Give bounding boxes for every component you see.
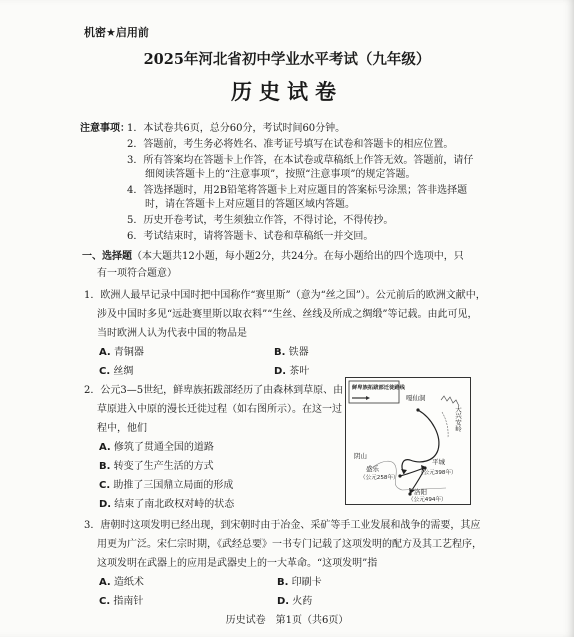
notice-item: 6．考试结束时，请将答题卡、试卷和草稿纸一并交回。 — [127, 231, 374, 242]
place-luoyang: 洛阳 — [414, 488, 427, 496]
place-luoyang-year: （公元494年） — [408, 497, 447, 503]
mountain-icon — [441, 396, 459, 406]
q1-text: 1．欧洲人最早记录中国时把中国称作“赛里斯”（意为“丝之国”）。公元前后的欧洲文献中， — [84, 290, 486, 301]
q1-option-d[interactable]: D. 茶叶 — [274, 366, 310, 377]
q2-text: 程中，他们 — [97, 423, 147, 434]
q1-text: 涉及中国时多见“远赴赛里斯以取衣料”“生丝、丝线及所成之绸缎”等记载。由此可见， — [97, 309, 478, 320]
notice-item: 2．答题前，考生务必将姓名、准考证号填写在试卷和答题卡的相应位置。 — [127, 139, 454, 150]
q3-text: 这项发明在武器上的应用是武器史上的一大革命。“这项发明”指 — [97, 558, 378, 569]
q2-option-a[interactable]: A. 修筑了贯通全国的道路 — [99, 442, 214, 453]
place-dot — [416, 408, 419, 411]
q3-option-c[interactable]: C. 指南针 — [99, 596, 144, 607]
place-shengle: 盛乐 — [366, 465, 379, 473]
q3-option-a[interactable]: A. 造纸术 — [99, 577, 144, 588]
q2-option-b[interactable]: B. 转变了生产生活的方式 — [99, 461, 214, 472]
notice-item: 4．答选择题时，用2B铅笔将答题卡上对应题目的答案标号涂黑；答非选择题 — [127, 185, 468, 196]
notice-label: 注意事项： — [80, 123, 130, 134]
section-header — [82, 247, 464, 262]
q1-text: 当时欧洲人认为代表中国的物品是 — [97, 328, 247, 339]
place-pingcheng-year: （公元398年） — [418, 470, 457, 476]
place-daxinganling: 大兴安岭 — [454, 406, 462, 432]
subject-title: 历史试卷 — [231, 80, 343, 104]
place-shengle-year: （公元258年） — [360, 475, 399, 481]
place-gaxian: 嘎仙洞 — [406, 394, 426, 402]
notice-item: 3．所有答案均在答题卡上作答，在本试卷或草稿纸上作答无效。答题前，请仔 — [127, 155, 474, 166]
route-arrow-icon — [401, 469, 407, 474]
q2-option-d[interactable]: D. 结束了南北政权对峙的状态 — [99, 499, 235, 510]
exam-title: 2025年河北省初中学业水平考试（九年级） — [143, 51, 431, 68]
notice-item: 时，请在答题卡上对应题目的答题区域内答题。 — [145, 199, 355, 210]
mountain-ridge — [442, 412, 448, 438]
q2-option-c[interactable]: C. 助推了三国鼎立局面的形成 — [99, 480, 234, 491]
section-title: 一、选择题 — [82, 251, 132, 262]
migration-map — [345, 377, 471, 505]
place-dot — [398, 474, 401, 477]
section-desc: （本大题共12小题，每小题2分，共24分。在每小题给出的四个选项中，只 — [132, 251, 464, 262]
place-yinshan: 阴山 — [354, 452, 367, 460]
q3-option-b[interactable]: B. 印刷卡 — [277, 577, 322, 588]
confidential-mark: 机密★启用前 — [84, 26, 149, 39]
migration-map-svg — [346, 378, 470, 504]
place-pingcheng: 平城 — [432, 458, 445, 466]
q1-option-a[interactable]: A. 青铜器 — [99, 347, 144, 358]
q3-option-d[interactable]: D. 火药 — [277, 596, 313, 607]
map-legend-text: 鲜卑族拓跋部迁徙路线 — [352, 385, 405, 391]
q3-text: 用更为广泛。宋仁宗时期，《武经总要》一书专门记载了这项发明的配方及其工艺程序， — [97, 539, 482, 550]
notice-item: 细阅读答题卡上的“注意事项”，按照“注意事项”的规定答题。 — [145, 169, 416, 180]
page-footer: 历史试卷 第1页（共6页） — [225, 615, 349, 626]
section-desc-cont: 有一项符合题意） — [97, 268, 177, 279]
q2-text: 2．公元3—5世纪，鲜卑族拓跋部经历了由森林到草原、由 — [84, 385, 344, 396]
q1-option-b[interactable]: B. 铁器 — [274, 347, 309, 358]
q2-text: 草原进入中原的漫长迁徙过程（如右图所示）。在这一过 — [97, 404, 342, 415]
place-dot — [408, 492, 411, 495]
notice-item: 5．历史开卷考试，考生须独立作答，不得讨论，不得传抄。 — [127, 215, 394, 226]
q1-option-c[interactable]: C. 丝绸 — [99, 366, 134, 377]
q3-text: 3．唐朝时这项发明已经出现，到宋朝时由于冶金、采矿等手工业发展和战争的需要，其应 — [84, 520, 481, 531]
legend-arrow-icon — [366, 396, 370, 400]
notice-item: 1．本试卷共6页，总分60分，考试时间60分钟。 — [127, 123, 346, 134]
